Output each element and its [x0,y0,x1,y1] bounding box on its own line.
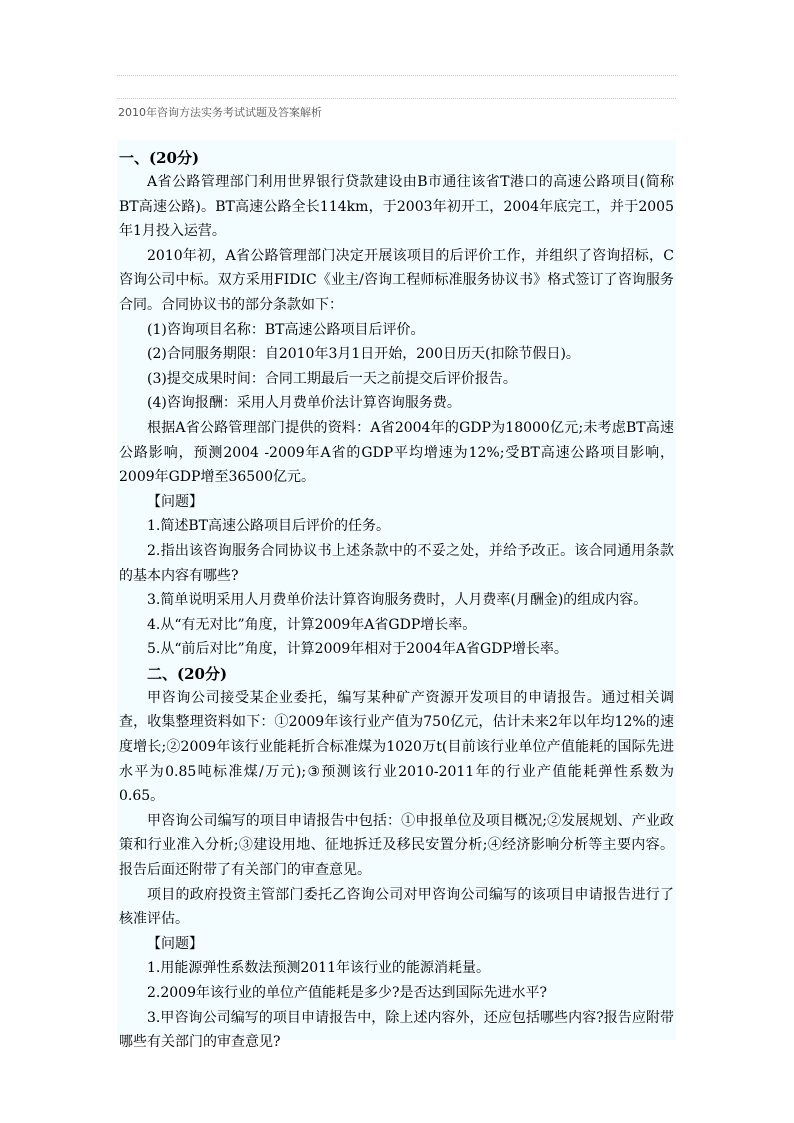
paragraph: A省公路管理部门利用世界银行贷款建设由B市通往该省T港口的高速公路项目(简称BT高速公路)。BT高速公路全长114km，于2003年初开工，2004年底完工，并于2005年1月投入运营。 [119,174,674,240]
paragraph: 根据A省公路管理部门提供的资料：A省2004年的GDP为18000亿元;未考虑BT高速公路影响，预测2004 -2009年A省的GDP平均增速为12%;受BT高速公路项目影响，2009年GDP增至36500亿元。 [119,419,674,486]
paragraph: 甲咨询公司编写的项目申请报告中包括：①申报单位及项目概况;②发展规划、产业政策和行业准入分析;③建设用地、征地拆迁及移民安置分析;④经济影响分析等主要内容。报告后面还附带了有关部门的审查意见。 [119,812,674,879]
paragraph: 2010年初，A省公路管理部门决定开展该项目的后评价工作，并组织了咨询招标，C咨询公司中标。双方采用FIDIC《业主/咨询工程师标准服务协议书》格式签订了咨询服务合同。合同协议书的部分条款如下： [119,247,674,313]
section-heading-2: 二、(20分) [147,664,228,683]
contract-clause: (4)咨询报酬：采用人月费单价法计算咨询服务费。 [147,395,461,412]
title-divider [117,98,676,99]
question-item: 4.从“有无对比”角度，计算2009年A省GDP增长率。 [147,616,477,633]
question-item: 2.指出该咨询服务合同协议书上述条款中的不妥之处，并给予改正。该合同通用条款的基本内容有哪些? [119,542,674,584]
paragraph: 项目的政府投资主管部门委托乙咨询公司对甲咨询公司编写的该项目申请报告进行了核准评估。 [119,886,674,928]
contract-clause: (1)咨询项目名称：BT高速公路项目后评价。 [147,321,425,338]
top-divider [117,75,676,76]
questions-label: 【问题】 [147,935,203,952]
section-heading-1: 一、(20分) [119,149,200,167]
contract-clause: (3)提交成果时间：合同工期最后一天之前提交后评价报告。 [147,370,517,387]
document-title: 2010年咨询方法实务考试试题及答案解析 [118,106,322,119]
document-body [117,140,676,1051]
question-item: 1.简述BT高速公路项目后评价的任务。 [147,518,390,535]
question-item: 3.简单说明采用人月费单价法计算咨询服务费时，人月费率(月酬金)的组成内容。 [147,592,648,609]
questions-label: 【问题】 [147,493,203,510]
question-item: 3.甲咨询公司编写的项目申请报告中，除上述内容外，还应包括哪些内容?报告应附带哪些有关部门的审查意见? [119,1009,674,1051]
paragraph: 甲咨询公司接受某企业委托，编写某种矿产资源开发项目的申请报告。通过相关调查，收集整理资料如下：①2009年该行业产值为750亿元，估计未来2年以年均12%的速度增长;②2009年该行业能耗折合标准煤为1020万t(目前该行业单位产值能耗的国际先进水平为0.85吨标准煤/万元);③预测该行业2010-2011年的行业产值能耗弹性系数为0.65。 [119,689,674,805]
contract-clause: (2)合同服务期限：自2010年3月1日开始，200日历天(扣除节假日)。 [147,346,580,363]
question-item: 5.从“前后对比”角度，计算2009年相对于2004年A省GDP增长率。 [147,641,568,658]
question-item: 1.用能源弹性系数法预测2011年该行业的能源消耗量。 [147,960,490,977]
question-item: 2.2009年该行业的单位产值能耗是多少?是否达到国际先进水平? [147,985,547,1001]
